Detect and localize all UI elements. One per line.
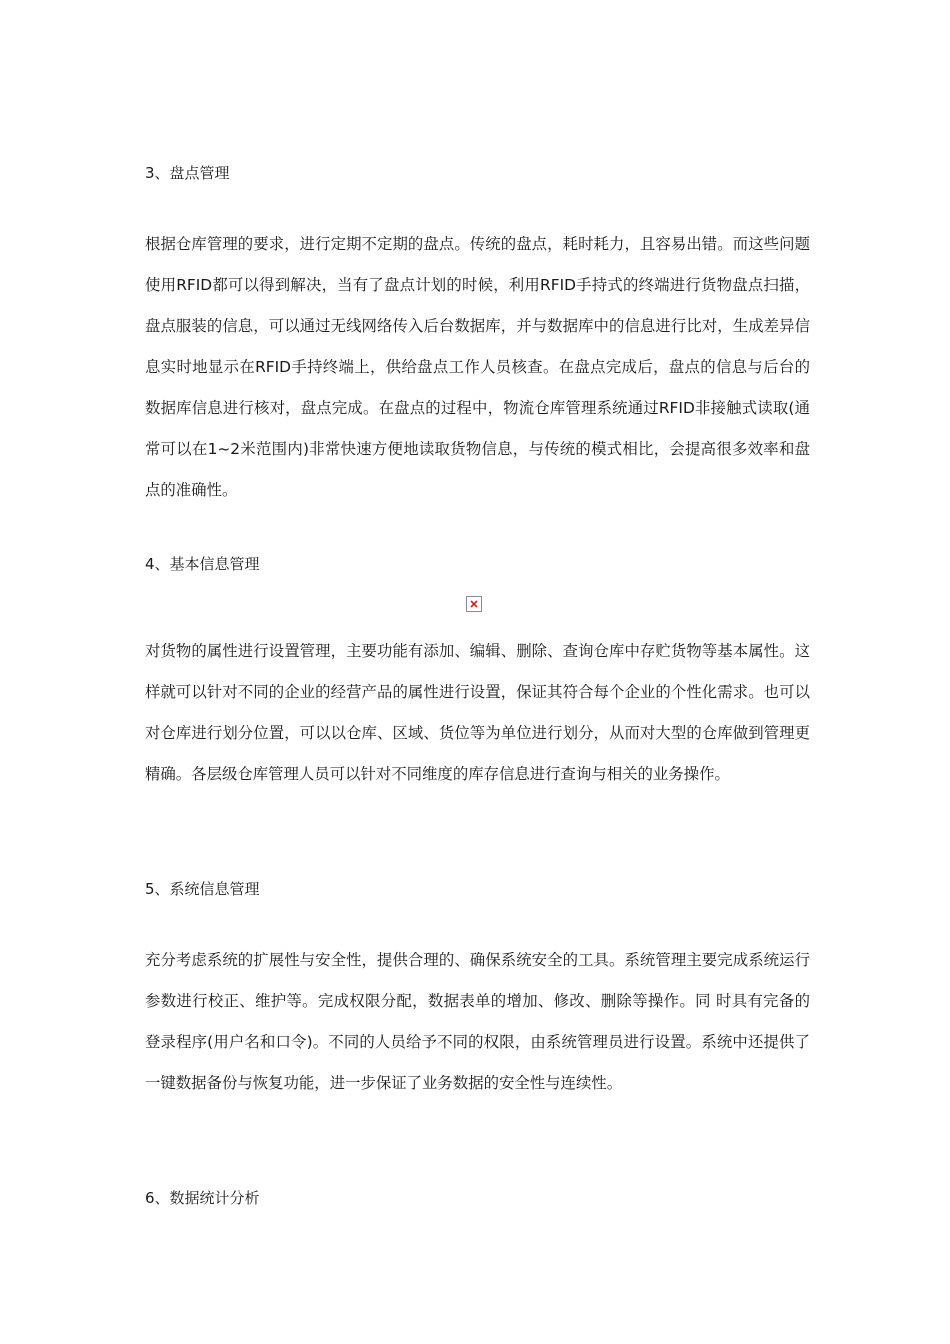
section-body-inventory: 根据仓库管理的要求，进行定期不定期的盘点。传统的盘点，耗时耗力，且容易出错。而这些问题使用RFID都可以得到解决，当有了盘点计划的时候，利用RFID手持式的终端进行货物盘点扫描，盘点服装的信息，可以通过无线网络传入后台数据库，并与数据库中的信息进行比对，生成差异信息实时地显示在RFID手持终端上，供给盘点工作人员核查。在盘点完成后，盘点的信息与后台的数据库信息进行核对，盘点完成。在盘点的过程中，物流仓库管理系统通过RFID非接触式读取(通常可以在1~2米范围内)非常快速方便地读取货物信息，与传统的模式相比，会提高很多效率和盘 点的准确性。 <box>145 235 810 499</box>
broken-image-icon <box>466 596 482 612</box>
section-heading-inventory: 3、盘点管理 <box>145 164 230 182</box>
section-body-system-info: 充分考虑系统的扩展性与安全性，提供合理的、确保系统安全的工具。系统管理主要完成系统运行参数进行校正、维护等。完成权限分配，数据表单的增加、修改、删除等操作。同 时具有完备的登录程序(用户名和口令)。不同的人员给予不同的权限，由系统管理员进行设置。系统中还提供了一键数据备份与恢复功能，进一步保证了业务数据的安全性与连续性。 <box>145 951 810 1092</box>
section-heading-basic-info: 4、基本信息管理 <box>145 555 260 573</box>
section-heading-system-info: 5、系统信息管理 <box>145 880 260 898</box>
section-heading-statistics: 6、数据统计分析 <box>145 1189 260 1207</box>
section-body-basic-info: 对货物的属性进行设置管理，主要功能有添加、编辑、删除、查询仓库中存贮货物等基本属性。这样就可以针对不同的企业的经营产品的属性进行设置，保证其符合每个企业的个性化需求。也可以对仓库进行划分位置，可以以仓库、区域、货位等为单位进行划分，从而对大型的仓库做到管理更精确。各层级仓库管理人员可以针对不同维度的库存信息进行查询与相关的业务操作。 <box>145 642 810 783</box>
